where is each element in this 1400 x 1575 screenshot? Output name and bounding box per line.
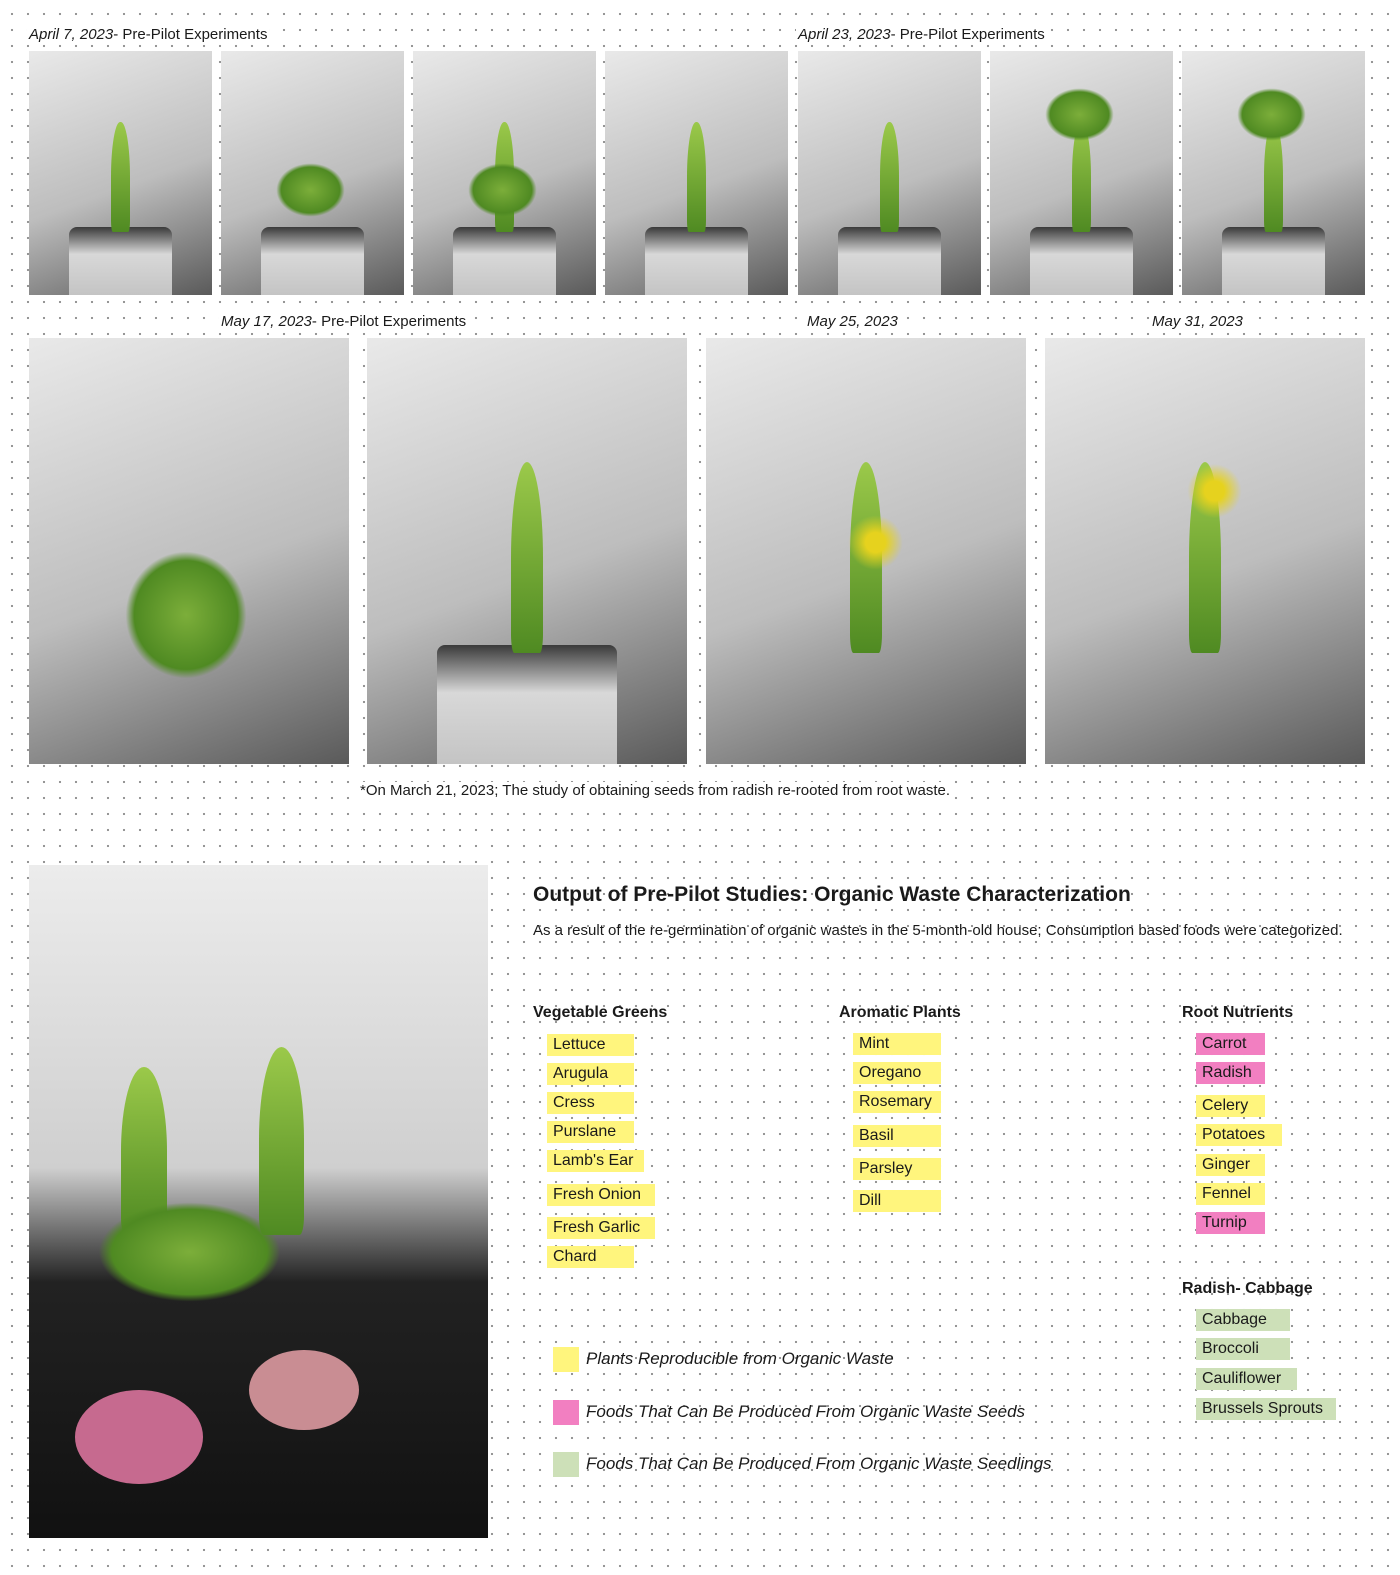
onion-shape <box>75 1390 204 1484</box>
tag-fresh-garlic: Fresh Garlic <box>547 1217 655 1239</box>
photo-caption: *On March 21, 2023; The study of obtaining seeds from radish re-rooted from root waste. <box>360 782 951 799</box>
tag-chard: Chard <box>547 1246 634 1268</box>
turnip-shape <box>249 1350 359 1431</box>
legend-swatch-yellow <box>553 1347 579 1372</box>
tag-oregano: Oregano <box>853 1062 941 1084</box>
tag-mint: Mint <box>853 1033 941 1055</box>
photo-lettuce-regrowth <box>413 51 596 295</box>
tag-fennel: Fennel <box>1196 1183 1265 1205</box>
tag-radish: Radish <box>1196 1062 1265 1084</box>
label-text: - Pre-Pilot Experiments <box>890 26 1045 43</box>
legend-swatch-pink <box>553 1400 579 1425</box>
tag-purslane: Purslane <box>547 1121 634 1143</box>
tag-carrot: Carrot <box>1196 1033 1265 1055</box>
tag-fresh-onion: Fresh Onion <box>547 1184 655 1206</box>
middle-row-label-may-17 <box>219 313 468 330</box>
label-date: April 23, 2023 <box>798 26 891 43</box>
photo-two-pots <box>1182 51 1365 295</box>
photo-radish-in-pot <box>367 338 687 764</box>
heading-root-nutrients: Root Nutrients <box>1182 1004 1294 1021</box>
middle-row-label-may-31: May 31, 2023 <box>1152 313 1243 330</box>
summary-paragraph: As a result of the re-germination of organic wastes in the 5-month-old house; Consumption based foods were categorized. <box>533 922 1343 939</box>
photo-vegetable-scraps-tray <box>29 865 488 1538</box>
tag-celery: Celery <box>1196 1095 1265 1117</box>
tag-cauliflower: Cauliflower <box>1196 1368 1297 1390</box>
legend-label-seeds: Foods That Can Be Produced From Organic Waste Seeds <box>586 1402 1026 1421</box>
tag-parsley: Parsley <box>853 1158 941 1180</box>
tag-arugula: Arugula <box>547 1063 634 1085</box>
heading-aromatic-plants: Aromatic Plants <box>839 1004 961 1021</box>
label-text: - Pre-Pilot Experiments <box>113 26 268 43</box>
photo-radish-yellow-flowers <box>1045 338 1365 764</box>
tag-cress: Cress <box>547 1092 634 1114</box>
tag-brussels-sprouts: Brussels Sprouts <box>1196 1398 1336 1420</box>
tag-dill: Dill <box>853 1190 941 1212</box>
photo-onion-stalks <box>798 51 981 295</box>
heading-vegetable-greens: Vegetable Greens <box>533 1004 668 1021</box>
tag-turnip: Turnip <box>1196 1212 1265 1234</box>
photo-radish-rosette <box>29 338 349 764</box>
top-row-label-april-23 <box>796 26 1047 43</box>
label-date: May 17, 2023 <box>221 313 312 330</box>
top-row-label-april-7 <box>27 26 269 43</box>
tag-cabbage: Cabbage <box>1196 1309 1290 1331</box>
tag-basil: Basil <box>853 1125 941 1147</box>
photo-garlic-onion-sprouts <box>29 51 212 295</box>
tag-rosemary: Rosemary <box>853 1091 941 1113</box>
tag-potatoes: Potatoes <box>1196 1124 1282 1146</box>
middle-row-label-may-25: May 25, 2023 <box>807 313 898 330</box>
tag-lambs-ear: Lamb's Ear <box>547 1150 644 1172</box>
label-date: April 7, 2023 <box>29 26 114 43</box>
tag-ginger: Ginger <box>1196 1154 1265 1176</box>
legend-label-seedlings: Foods That Can Be Produced From Organic Waste Seedlings <box>586 1454 1052 1473</box>
photo-radish-flowering <box>706 338 1026 764</box>
summary-title: Output of Pre-Pilot Studies: Organic Waste Characterization <box>533 883 1131 906</box>
photo-lettuce-pot <box>990 51 1173 295</box>
legend-label-reproducible: Plants Reproducible from Organic Waste <box>586 1349 894 1368</box>
tag-broccoli: Broccoli <box>1196 1338 1290 1360</box>
label-text: - Pre-Pilot Experiments <box>311 313 467 330</box>
legend-swatch-green <box>553 1452 579 1477</box>
photo-radish-seedling <box>221 51 404 295</box>
photo-onion-container <box>605 51 788 295</box>
tag-lettuce: Lettuce <box>547 1034 634 1056</box>
heading-radish-cabbage: Radish- Cabbage <box>1182 1280 1313 1297</box>
